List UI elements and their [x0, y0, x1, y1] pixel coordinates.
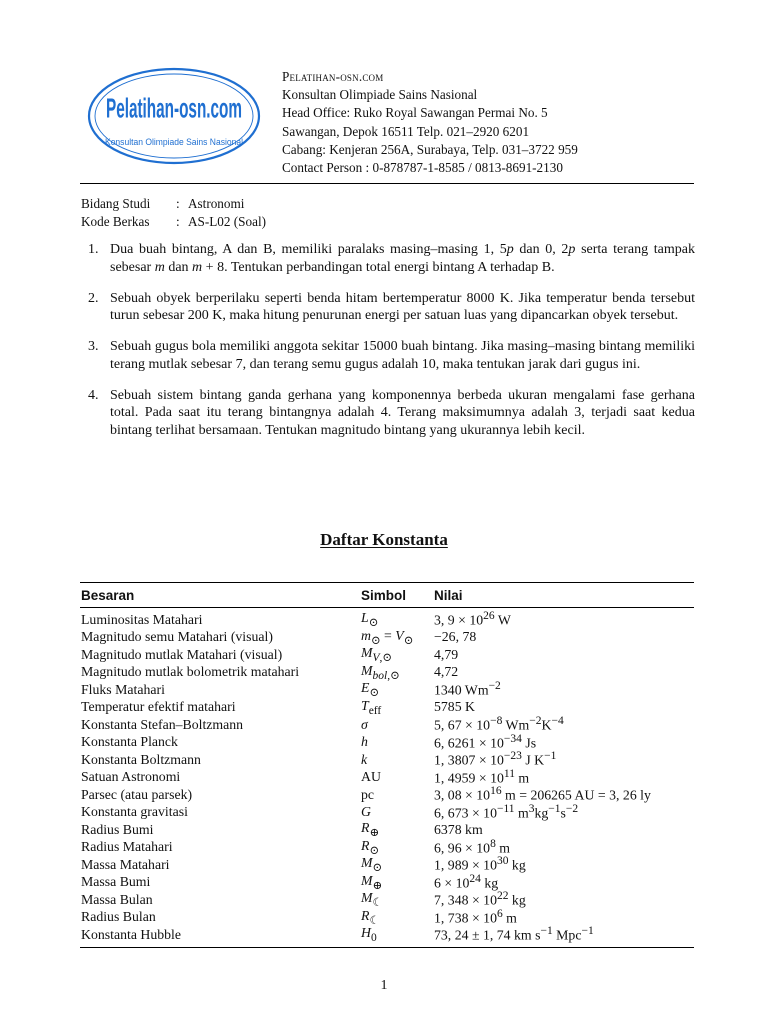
constants-table — [80, 582, 694, 948]
constant-symbol: $L_⊙$ — [361, 610, 379, 630]
table-row — [80, 699, 694, 717]
meta-field-value: Astronomi — [188, 196, 245, 211]
table-row — [80, 611, 694, 629]
problem-number: 1. — [88, 242, 99, 257]
problem-item — [88, 338, 695, 373]
table-row — [80, 681, 694, 699]
header-line-3: Sawangan, Depok 16511 Telp. 021–2920 6201 — [282, 123, 530, 139]
problem-text: Sebuah sistem bintang ganda gerhana yang komponennya berbeda ukuran mengalami fase gerhana total. Pada saat itu terang bintangnya adalah 4. Terang maksimumnya adalah 3, terjadi saat kedua bintang terlihat bersamaan. Tentukan magnitudo bintang yang ukurannya lebih kecil. — [110, 387, 695, 438]
constant-value: 4,79 — [434, 646, 459, 662]
problem-text: Dua buah bintang, A dan B, memiliki paralaks masing–masing 1, 5p dan 0, 2p serta terang tampak sebesar m dan m + 8. Tentukan perbandingan total energi bintang A terhadap B. — [110, 242, 695, 275]
constant-name: Radius Bumi — [81, 821, 154, 837]
constant-value: 6, $6261 \times 10^{-34}$ Js — [434, 732, 537, 751]
constant-value: 73, 24 ± 1, 74 km $s^{-1}$ Mpc$^{-1}$ — [434, 925, 594, 944]
problem-number: 3. — [88, 339, 99, 354]
constant-symbol: $T_{eff}$ — [361, 697, 382, 717]
constant-value: 3, $08 \times 10^{16}$ m = 206265 AU = 3, 26 ly — [434, 785, 651, 804]
page-number: 1 — [380, 978, 388, 993]
constant-value: 1, $738 \times 10^6$ m — [434, 907, 517, 926]
constant-name: Konstanta Boltzmann — [81, 751, 201, 767]
constant-value: 1, $4959 \times 10^{11}$ m — [434, 767, 530, 786]
constant-symbol: $H_0$ — [361, 925, 377, 945]
constant-symbol: AU — [361, 769, 381, 785]
table-row — [80, 786, 694, 804]
problem-item — [88, 241, 695, 276]
constant-name: Parsec (atau parsek) — [81, 786, 193, 802]
table-row — [80, 821, 694, 839]
table-row — [80, 891, 694, 909]
constant-value: 3, $9 \times 10^{26}$ W — [434, 610, 511, 629]
header-line-1: Konsultan Olimpiade Sains Nasional — [282, 87, 478, 103]
constant-symbol: k — [361, 751, 368, 767]
table-header-row — [80, 583, 694, 607]
constant-name: Magnitudo mutlak Matahari (visual) — [81, 646, 283, 662]
constant-symbol: $M_⊙$ — [361, 855, 383, 875]
constant-value: 4,72 — [434, 664, 459, 680]
table-row — [80, 804, 694, 822]
constant-value: 5, $67 \times 10^{-8}$ $Wm^{-2}K^{-4}$ — [434, 715, 564, 734]
constant-symbol: $R_\oplus$ — [361, 820, 380, 840]
constant-symbol: σ — [361, 716, 368, 732]
problem-list — [88, 241, 695, 453]
header-contact — [282, 68, 578, 177]
table-row — [80, 839, 694, 857]
table-row — [80, 629, 694, 647]
constant-name: Massa Bulan — [81, 891, 153, 907]
constant-name: Fluks Matahari — [81, 681, 165, 697]
header-divider — [80, 183, 694, 184]
constant-value: 6378 km — [434, 821, 483, 837]
header-simbol: Simbol — [361, 587, 407, 603]
logo-title: Pelatihan-osn.com — [105, 93, 242, 125]
constant-name: Konstanta Stefan–Boltzmann — [81, 716, 244, 732]
document-meta — [81, 195, 266, 231]
table-row — [80, 646, 694, 664]
table-row — [80, 716, 694, 734]
constant-value: −26, 78 — [434, 629, 477, 645]
meta-code-value: AS-L02 (Soal) — [188, 214, 267, 229]
meta-separator: : — [176, 196, 180, 211]
constant-name: Radius Matahari — [81, 839, 173, 855]
constant-value: 6, $96 \times 10^8$ m — [434, 837, 511, 856]
constant-value: $6 \times 10^{24}$ kg — [434, 872, 499, 891]
header-line-2: Head Office: Ruko Royal Sawangan Permai No. 5 — [282, 105, 548, 121]
table-bottom-rule — [80, 947, 694, 948]
constant-symbol: $M_{bol,⊙}$ — [361, 662, 400, 682]
constant-name: Konstanta gravitasi — [81, 804, 188, 820]
table-row — [80, 909, 694, 927]
constant-name: Massa Bumi — [81, 874, 151, 890]
constant-name: Luminositas Matahari — [81, 611, 203, 627]
constant-value: 5785 K — [434, 699, 476, 715]
meta-separator: : — [176, 214, 180, 229]
meta-code-row — [81, 213, 266, 231]
table-row — [80, 664, 694, 682]
header-nilai: Nilai — [434, 587, 463, 603]
problem-text: Sebuah obyek berperilaku seperti benda hitam bertemperatur 8000 K. Jika temperatur benda tersebut turun sebesar 200 K, maka hitung penurunan energi per satuan luas yang dipancarkan obyek tersebut. — [110, 290, 695, 323]
constant-name: Konstanta Planck — [81, 734, 178, 750]
constant-name: Temperatur efektif matahari — [81, 699, 236, 715]
table-row — [80, 926, 694, 944]
constant-name: Satuan Astronomi — [81, 769, 181, 785]
constant-symbol: $m_⊙ = V_⊙$ — [361, 627, 414, 647]
table-row — [80, 769, 694, 787]
problem-number: 2. — [88, 290, 99, 306]
table-row — [80, 751, 694, 769]
constant-symbol: G — [361, 804, 371, 820]
constant-name: Magnitudo mutlak bolometrik matahari — [81, 664, 300, 680]
meta-code-label: Kode Berkas — [81, 214, 150, 229]
meta-field-row — [81, 195, 266, 213]
constant-name: Radius Bulan — [81, 909, 156, 925]
header-brand: Pelatihan-osn.com — [282, 69, 384, 84]
constant-symbol: $M_\oplus$ — [361, 872, 383, 892]
header-line-4: Cabang: Kenjeran 256A, Surabaya, Telp. 031–3722 959 — [282, 141, 578, 157]
logo — [86, 66, 262, 166]
logo-subtitle: Konsultan Olimpiade Sains Nasional — [105, 137, 243, 148]
problem-item — [88, 387, 695, 440]
constant-name: Konstanta Hubble — [81, 926, 182, 942]
constant-symbol: $M_☾$ — [361, 890, 383, 910]
table-body — [80, 611, 694, 944]
constants-title — [0, 530, 768, 550]
problem-number: 4. — [88, 387, 99, 403]
constant-symbol: $M_{V,⊙}$ — [361, 645, 393, 665]
constant-value: 6, $673 \times 10^{-11}$ $m^3kg^{-1}s^{-2}$ — [434, 802, 579, 821]
meta-field-label: Bidang Studi — [81, 196, 151, 211]
constant-value: 1, $3807 \times 10^{-23}$ J $K^{-1}$ — [434, 750, 557, 769]
table-mid-rule — [80, 607, 694, 608]
constant-value: 1340 $Wm^{-2}$ — [434, 680, 501, 699]
header-besaran: Besaran — [81, 587, 135, 603]
header-line-5: Contact Person : 0-878787-1-8585 / 0813-8691-2130 — [282, 160, 563, 176]
constant-name: Massa Matahari — [81, 856, 170, 872]
table-row — [80, 734, 694, 752]
constant-symbol: $R_☾$ — [361, 907, 380, 927]
constant-symbol: $E_⊙$ — [361, 680, 380, 700]
constant-value: 7, $348 \times 10^{22}$ kg — [434, 890, 526, 909]
constant-symbol: pc — [361, 786, 375, 802]
table-row — [80, 856, 694, 874]
table-row — [80, 874, 694, 892]
constant-value: 1, $989 \times 10^{30}$ kg — [434, 855, 526, 874]
problem-item — [88, 290, 695, 325]
constant-symbol: $R_⊙$ — [361, 837, 380, 857]
constant-symbol: h — [361, 734, 368, 750]
constants-title-text: Daftar Konstanta — [320, 530, 448, 549]
problem-text: Sebuah gugus bola memiliki anggota sekitar 15000 buah bintang. Jika masing–masing bintang memiliki terang mutlak sebesar 7, dan terang semu gugus adalah 10, maka tentukan jarak dari gugus ini. — [110, 339, 695, 372]
constant-name: Magnitudo semu Matahari (visual) — [81, 629, 273, 645]
